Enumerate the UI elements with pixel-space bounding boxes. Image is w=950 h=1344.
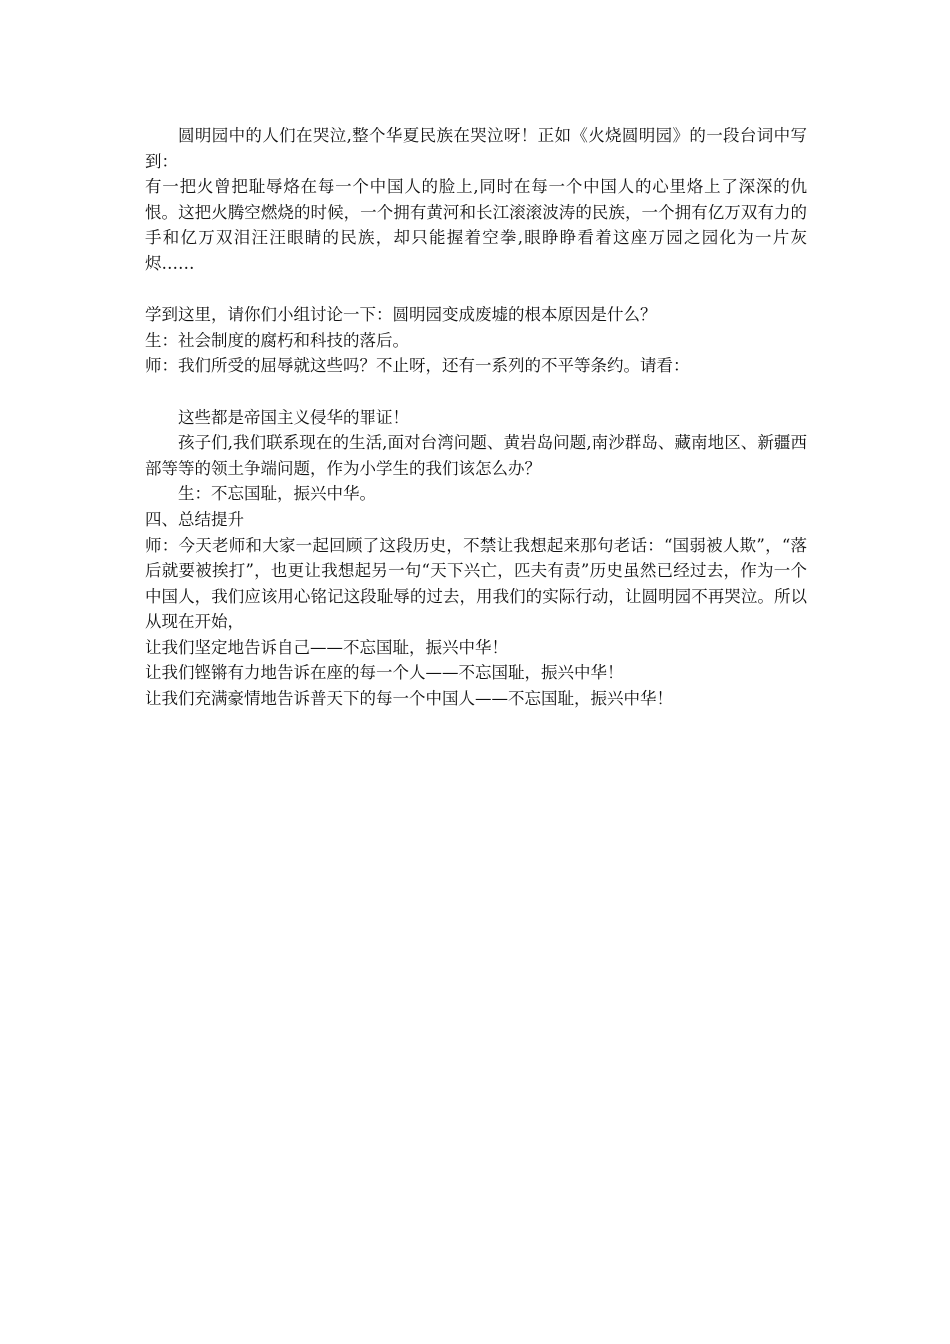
paragraph-pledge-1: 让我们坚定地告诉自己——不忘国耻，振兴中华！ [145,637,508,657]
section-heading-summary: 四、总结提升 [145,509,244,529]
blank-line [145,277,807,303]
paragraph-teacher-summary: 师：今天老师和大家一起回顾了这段历史，不禁让我想起来那句老话：“国弱被人欺”，“落后就要被挨打”，也更让我想起另一句“天下兴亡，匹夫有责”历史虽然已经过去，作为一个中国人，我们应该用心铭记这段耻辱的过去，用我们的实际行动，让圆明园不再哭泣。所以从现在开始， [145,535,807,632]
paragraph-teacher-question: 师：我们所受的屈辱就这些吗？不止呀，还有一系列的不平等条约。请看： [145,356,690,376]
paragraph-pledge-3: 让我们充满豪情地告诉普天下的每一个中国人——不忘国耻，振兴中华！ [145,689,673,709]
paragraph-quote: 有一把火曾把耻辱烙在每一个中国人的脸上,同时在每一个中国人的心里烙上了深深的仇恨。这把火腾空燃烧的时候，一个拥有黄河和长江滚滚波涛的民族，一个拥有亿万双有力的手和亿万双泪汪汪眼睛的民族，却只能握着空拳,眼睁睁看着这座万园之园化为一片灰烬…… [145,177,807,273]
paragraph-discussion-prompt: 学到这里，请你们小组讨论一下：圆明园变成废墟的根本原因是什么？ [145,305,657,325]
document-body [145,123,807,712]
paragraph-territory-question: 孩子们,我们联系现在的生活,面对台湾问题、黄岩岛问题,南沙群岛、藏南地区、新疆西部等等的领土争端问题，作为小学生的我们该怎么办？ [145,433,807,478]
paragraph-student-response: 生：不忘国耻，振兴中华。 [178,484,376,504]
blank-line [145,379,807,405]
paragraph-evidence: 这些都是帝国主义侵华的罪证！ [178,407,409,427]
paragraph-student-answer: 生：社会制度的腐朽和科技的落后。 [145,330,409,350]
paragraph-pledge-2: 让我们铿锵有力地告诉在座的每一个人——不忘国耻，振兴中华！ [145,663,624,683]
paragraph-intro: 圆明园中的人们在哭泣,整个华夏民族在哭泣呀！正如《火烧圆明园》的一段台词中写到： [145,126,807,171]
